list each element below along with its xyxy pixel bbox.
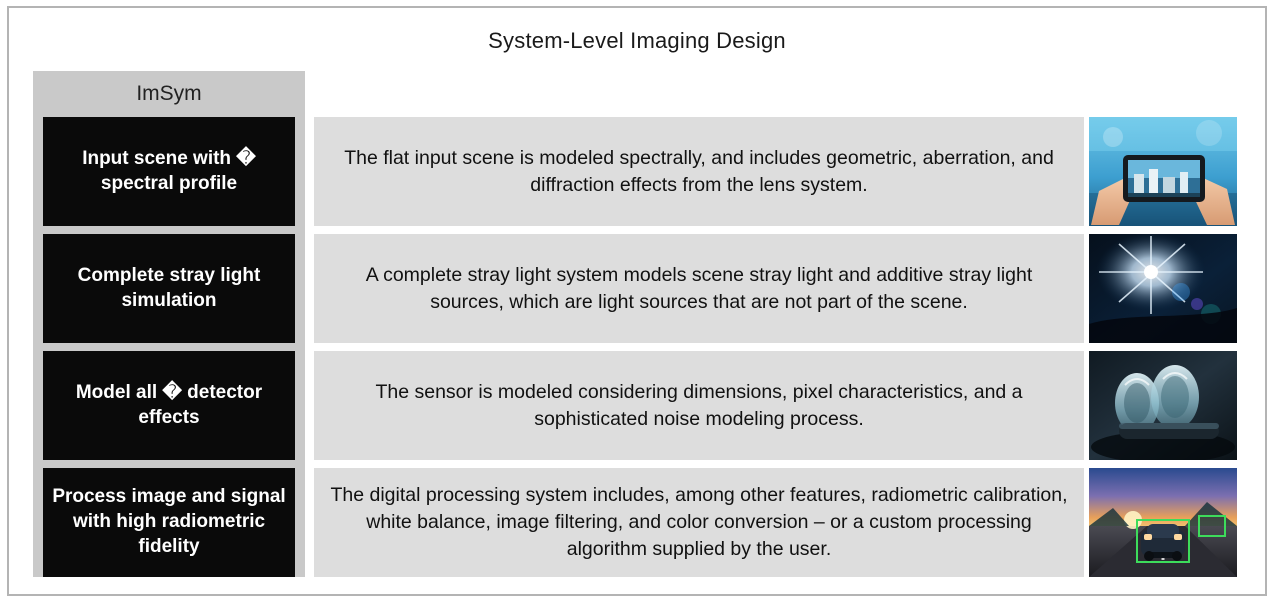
stage-label: Input scene with � spectral profile xyxy=(43,117,295,226)
table-row xyxy=(33,117,1237,226)
pipeline-rows xyxy=(33,117,1237,577)
stage-description: A complete stray light system models scene stray light and additive stray light sources, which are light sources that are not part of the scene. xyxy=(314,234,1084,343)
page-title: System-Level Imaging Design xyxy=(488,28,786,53)
thumbnail-car-on-road xyxy=(1089,468,1237,577)
stage-label: Process image and signal with high radiometric fidelity xyxy=(43,468,295,577)
imsym-header: ImSym xyxy=(136,82,202,105)
thumbnail-lens-flare xyxy=(1089,234,1237,343)
pipeline-grid xyxy=(33,71,1237,577)
table-row xyxy=(33,351,1237,460)
thumbnail-hands-holding-smartphone xyxy=(1089,117,1237,226)
stage-description: The sensor is modeled considering dimensions, pixel characteristics, and a sophisticated noise modeling process. xyxy=(314,351,1084,460)
thumbnail-camera-lens-elements xyxy=(1089,351,1237,460)
stage-label: Complete stray light simulation xyxy=(43,234,295,343)
table-row xyxy=(33,468,1237,577)
stage-label: Model all � detector effects xyxy=(43,351,295,460)
table-row xyxy=(33,234,1237,343)
stage-description: The digital processing system includes, among other features, radiometric calibration, white balance, image filtering, and color conversion – or a custom processing algorithm supplied by the user. xyxy=(314,468,1084,577)
stage-description: The flat input scene is modeled spectrally, and includes geometric, aberration, and diffraction effects from the lens system. xyxy=(314,117,1084,226)
slide-frame xyxy=(7,6,1267,596)
